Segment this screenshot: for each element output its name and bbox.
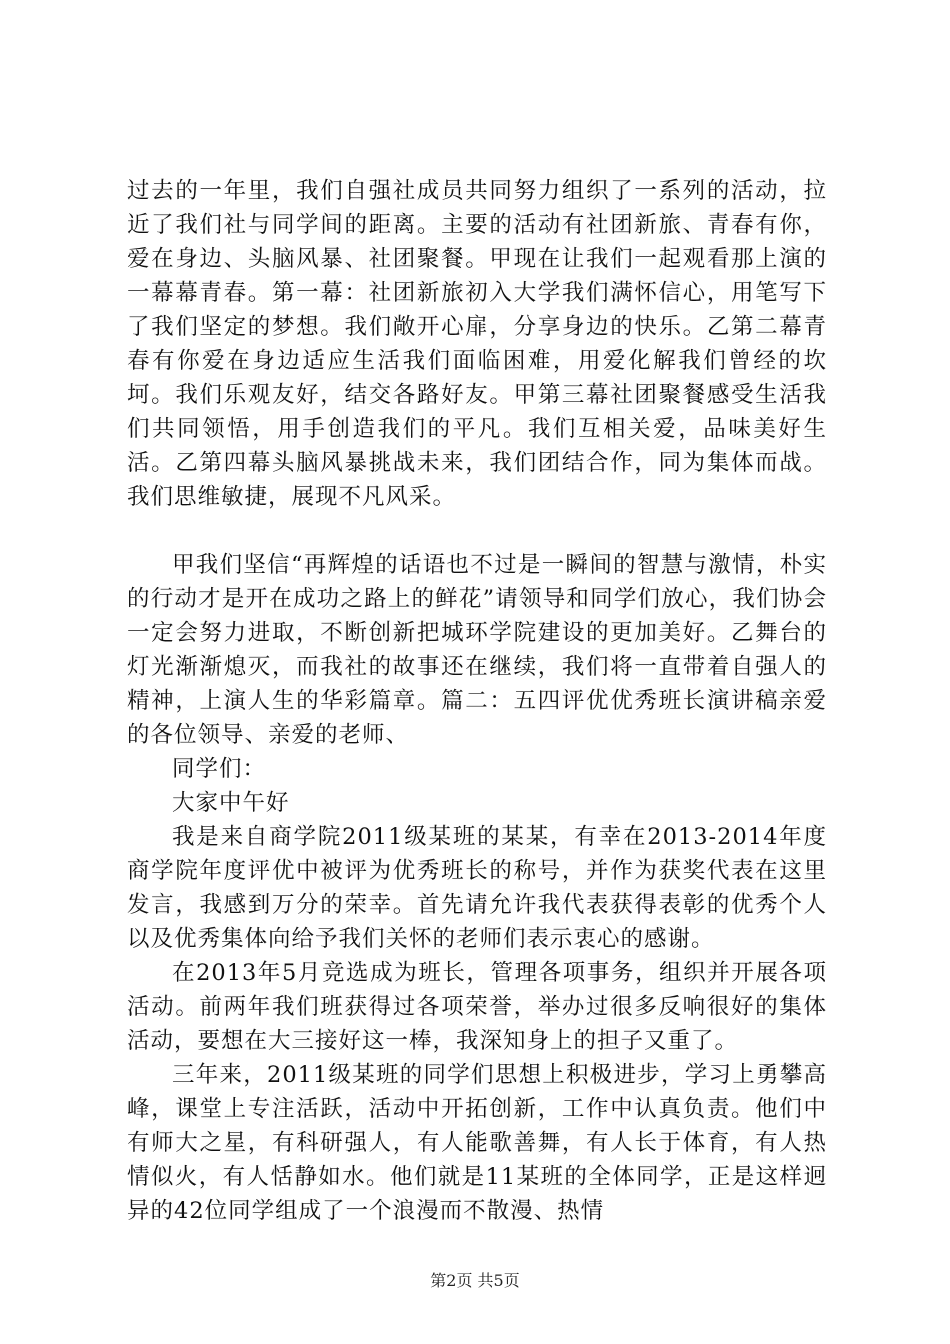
paragraph-closing: 甲我们坚信“再辉煌的话语也不过是一瞬间的智慧与激情，朴实的行动才是开在成功之路上的鲜花”请领导和同学们放心，我们协会一定会努力进取，不断创新把城环学院建设的更加美好。乙舞台的灯光渐渐熄灭，而我社的故事还在继续，我们将一直带着自强人的精神，上演人生的华彩篇章。篇二：五四评优优秀班长演讲稿亲爱的各位领导、亲爱的老师、 xyxy=(127,552,827,748)
paragraph-activities: 过去的一年里，我们自强社成员共同努力组织了一系列的活动，拉近了我们社与同学间的距离。主要的活动有社团新旅、青春有你，爱在身边、头脑风暴、社团聚餐。甲现在让我们一起观看那上演的一幕幕青春。第一幕：社团新旅初入大学我们满怀信心，用笔写下了我们坚定的梦想。我们敞开心扉，分享身边的快乐。乙第二幕青春有你爱在身边适应生活我们面临困难，用爱化解我们曾经的坎坷。我们乐观友好，结交各路好友。甲第三幕社团聚餐感受生活我们共同领悟，用手创造我们的平凡。我们互相关爱，品味美好生活。乙第四幕头脑风暴挑战未来，我们团结合作，同为集体而战。我们思维敏捷，展现不凡风采。 xyxy=(127,178,827,510)
paragraph-greeting: 大家中午好 xyxy=(172,790,290,816)
paragraph-spacer xyxy=(127,514,827,548)
paragraph-introduction: 我是来自商学院2011级某班的某某，有幸在2013-2014年度商学院年度评优中被评为优秀班长的称号，并作为获奖代表在这里发言，我感到万分的荣幸。首先请允许我代表获得表彰的优秀个人以及优秀集体向给予我们关怀的老师们表示衷心的感谢。 xyxy=(127,824,827,952)
paragraph-salutation: 同学们： xyxy=(172,756,267,782)
paragraph-class-description: 三年来，2011级某班的同学们思想上积极进步，学习上勇攀高峰，课堂上专注活跃，活动中开拓创新，工作中认真负责。他们中有师大之星，有科研强人，有人能歌善舞，有人长于体育，有人热情似火，有人恬静如水。他们就是11某班的全体同学，正是这样迥异的42位同学组成了一个浪漫而不散漫、热情 xyxy=(127,1062,827,1224)
document-body xyxy=(127,174,827,1228)
paragraph-election: 在2013年5月竞选成为班长，管理各项事务，组织并开展各项活动。前两年我们班获得过各项荣誉，举办过很多反响很好的集体活动，要想在大三接好这一棒，我深知身上的担子又重了。 xyxy=(127,960,827,1054)
page-number-footer: 第2页 共5页 xyxy=(430,1271,520,1290)
